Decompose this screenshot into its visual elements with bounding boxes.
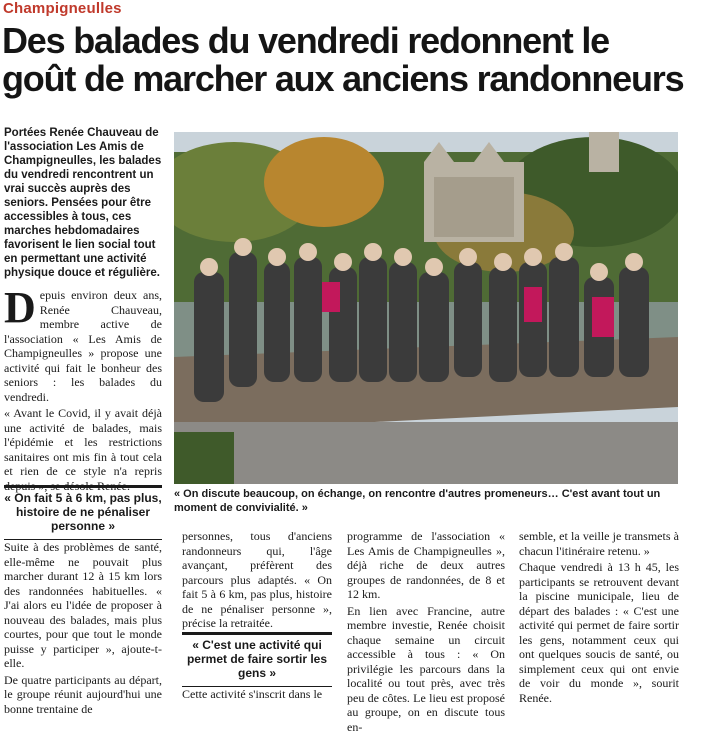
article-lead: Portées Renée Chauveau de l'association Les Amis de Champigneulles, les balades du vendredi rencontrent un vrai succès auprès des seniors. Pensées pour être accessibles à tous, ces marches hebdomadaires favorisent le lien social tout en permettant une activité physique douce et régulière. bbox=[4, 127, 162, 279]
photo-caption: « On discute beaucoup, on échange, on rencontre d'autres promeneurs… C'est avant tout un moment de convivialité. » bbox=[174, 488, 661, 514]
section-kicker: Champigneulles bbox=[3, 0, 122, 17]
article-column-3 bbox=[347, 529, 505, 736]
pull-quote: « C'est une activité qui permet de faire sortir les gens » bbox=[182, 632, 332, 687]
article-body-continued bbox=[4, 540, 162, 718]
article-headline bbox=[2, 22, 712, 98]
paragraph: epuis environ deux ans, Renée Chauveau, membre active de l'association « Les Amis de Champigneulles » propose une activité qui fait le bonheur des seniors : les balades du vendredi. bbox=[4, 288, 162, 404]
paragraph: Suite à des problèmes de santé, elle-même ne pouvait plus marcher durant 12 à 15 km lors des randonnées habituelles. « J'ai alors eu l'idée de proposer à nouveau des balades, mais plus courtes, pour que tout le monde puisse y participer », ajoute-t-elle. bbox=[4, 540, 162, 670]
paragraph: En lien avec Francine, autre membre investie, Renée choisit chaque semaine un circuit accessible à tous : « On privilégie les parcours dans la localité ou tout près, avec très peu de côtes. Le lieu est proposé au groupe, on en discute tous en- bbox=[347, 603, 505, 734]
paragraph: De quatre participants au départ, le groupe réunit aujourd'hui une bonne trentaine de bbox=[4, 672, 162, 716]
pull-quote: « On fait 5 à 6 km, pas plus, histoire de ne pénaliser personne » bbox=[4, 485, 162, 540]
paragraph: programme de l'association « Les Amis de Champigneulles », déjà riche de deux autres groupes de randonnées, de 8 et 12 km. bbox=[347, 529, 505, 601]
article-column-2: personnes, tous d'anciens randonneurs qui, l'âge avançant, préfèrent des parcours plus adaptés. « On fait 5 à 6 km, pas plus, histoire de ne pénaliser personne », précise la retraitée. bbox=[182, 529, 332, 630]
drop-cap: D bbox=[4, 283, 36, 332]
headline-line-1: Des balades du vendredi redonnent le bbox=[2, 20, 609, 61]
article-column-4 bbox=[519, 529, 679, 707]
group-photo bbox=[174, 132, 678, 484]
headline-line-2: goût de marcher aux anciens randonneurs bbox=[2, 58, 684, 99]
article-body-intro bbox=[4, 283, 162, 495]
paragraph: « Avant le Covid, il y avait déjà une activité de balades, mais l'épidémie et les restrictions sanitaires ont mis fin à tout cela et rien de ce style n'a repris depuis », se désole Renée. bbox=[4, 406, 162, 493]
paragraph: Chaque vendredi à 13 h 45, les participants se retrouvent devant la piscine municipale, lieu de départ des balades : « C'est une activité qui permet de faire sortir les gens, notamment ceux qui ont quelques soucis de santé, ou simplement ceux qui ont envie de voir du monde », sourit Renée. bbox=[519, 560, 679, 705]
paragraph: semble, et la veille je transmets à chacun l'itinéraire retenu. » bbox=[519, 529, 679, 558]
article-column-2-continued: Cette activité s'inscrit dans le bbox=[182, 687, 323, 701]
group-photo-image bbox=[174, 132, 678, 484]
